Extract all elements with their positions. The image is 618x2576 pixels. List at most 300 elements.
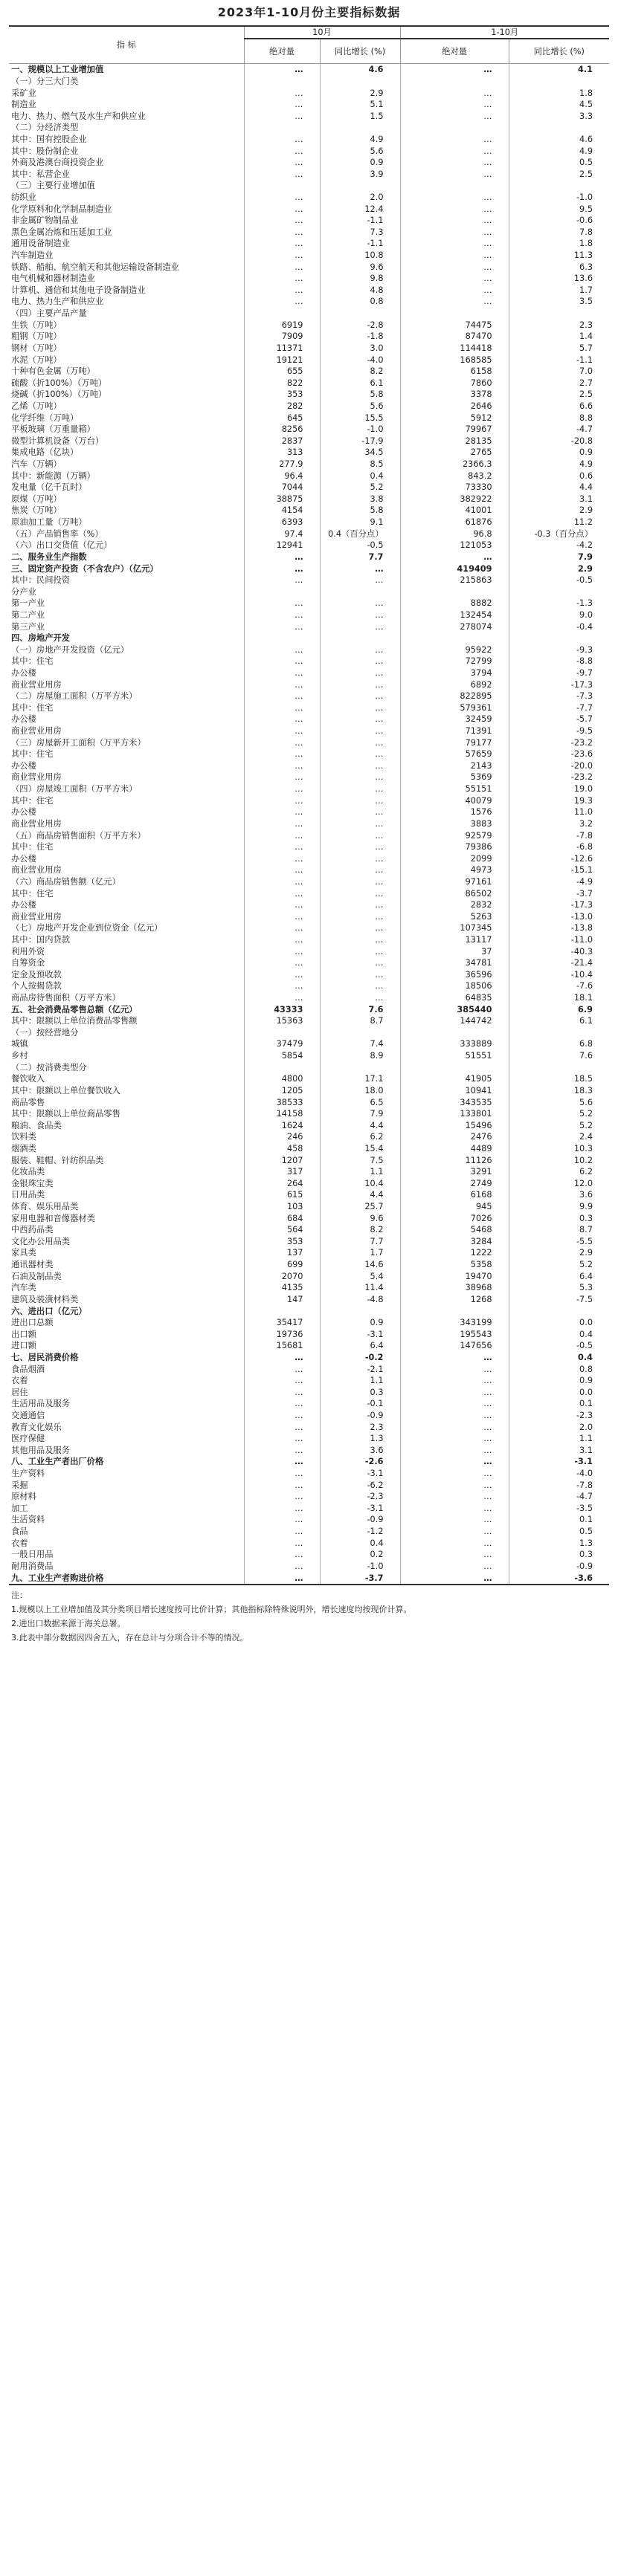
row-label: 焦炭（万吨） <box>9 505 244 517</box>
month-growth: 0.4（百分点） <box>320 528 400 540</box>
table-row <box>9 841 609 853</box>
table-row <box>9 725 609 737</box>
month-value: … <box>244 1456 320 1468</box>
table-row <box>9 1479 609 1491</box>
month-growth: 9.6 <box>320 261 400 273</box>
month-value: … <box>244 1433 320 1445</box>
month-growth: … <box>320 876 400 888</box>
month-value: 103 <box>244 1201 320 1213</box>
row-label: 办公楼 <box>9 806 244 818</box>
row-label: 其中：新能源（万辆） <box>9 470 244 482</box>
row-label: （一）按经营地分 <box>9 1027 244 1039</box>
month-growth <box>320 1027 400 1039</box>
row-label: 发电量（亿千瓦时） <box>9 482 244 493</box>
month-value: … <box>244 713 320 725</box>
ytd-value: 2143 <box>400 760 509 772</box>
month-growth: 8.5 <box>320 459 400 470</box>
ytd-value: … <box>400 1410 509 1422</box>
table-row <box>9 424 609 436</box>
month-growth: 10.4 <box>320 1178 400 1190</box>
row-label: 平板玻璃（万重量箱） <box>9 424 244 436</box>
table-row <box>9 64 609 76</box>
row-label: 其他用品及服务 <box>9 1445 244 1457</box>
row-label: 汽车（万辆） <box>9 459 244 470</box>
month-growth: … <box>320 899 400 911</box>
ytd-value: … <box>400 1352 509 1364</box>
ytd-value: … <box>400 1363 509 1375</box>
ytd-growth: -8.8 <box>509 656 609 667</box>
ytd-value: 95922 <box>400 644 509 656</box>
ytd-growth: -6.8 <box>509 841 609 853</box>
month-value: 5854 <box>244 1050 320 1062</box>
month-growth <box>320 1305 400 1317</box>
month-growth: … <box>320 690 400 702</box>
month-value <box>244 1027 320 1039</box>
ytd-growth: 7.9 <box>509 551 609 563</box>
month-value: … <box>244 783 320 795</box>
ytd-growth: 2.9 <box>509 505 609 517</box>
ytd-growth: -7.6 <box>509 980 609 992</box>
row-label: 居住 <box>9 1386 244 1398</box>
ytd-growth: -0.5 <box>509 575 609 586</box>
row-label: 生活资料 <box>9 1514 244 1526</box>
ytd-value: … <box>400 1561 509 1573</box>
month-growth: 7.6 <box>320 1003 400 1015</box>
ytd-growth: 9.5 <box>509 203 609 215</box>
month-growth: 6.1 <box>320 377 400 389</box>
ytd-value: 96.8 <box>400 528 509 540</box>
row-label: 十种有色金属（万吨） <box>9 366 244 378</box>
table-row <box>9 1398 609 1410</box>
ytd-growth: 11.0 <box>509 806 609 818</box>
header-month: 10月 <box>244 26 400 39</box>
month-value: 38875 <box>244 493 320 505</box>
ytd-growth: -21.4 <box>509 957 609 969</box>
ytd-value: 19470 <box>400 1270 509 1282</box>
month-growth: -1.1 <box>320 238 400 250</box>
table-row <box>9 343 609 355</box>
ytd-value: 72799 <box>400 656 509 667</box>
ytd-value <box>400 586 509 598</box>
month-growth: 7.3 <box>320 227 400 239</box>
page-title: 2023年1-10月份主要指标数据 <box>217 5 401 19</box>
month-value: … <box>244 1445 320 1457</box>
row-label: 体育、娱乐用品类 <box>9 1201 244 1213</box>
table-row <box>9 910 609 922</box>
ytd-growth: 0.4 <box>509 1328 609 1340</box>
ytd-growth: 6.4 <box>509 1270 609 1282</box>
ytd-value: 419409 <box>400 563 509 575</box>
row-label: 二、服务业生产指数 <box>9 551 244 563</box>
ytd-growth: 18.5 <box>509 1073 609 1085</box>
ytd-growth: -7.3 <box>509 690 609 702</box>
month-value: … <box>244 134 320 146</box>
table-row <box>9 1259 609 1271</box>
month-value: … <box>244 64 320 76</box>
month-value: 12941 <box>244 540 320 551</box>
month-value: … <box>244 1561 320 1573</box>
month-growth: -1.8 <box>320 331 400 343</box>
table-row <box>9 1096 609 1108</box>
ytd-growth: 0.6 <box>509 470 609 482</box>
table-row <box>9 551 609 563</box>
ytd-value: … <box>400 273 509 285</box>
table-row <box>9 1085 609 1097</box>
ytd-growth: 0.1 <box>509 1514 609 1526</box>
month-value: … <box>244 806 320 818</box>
table-row <box>9 1433 609 1445</box>
ytd-growth: 6.1 <box>509 1015 609 1027</box>
ytd-growth: -3.5 <box>509 1503 609 1515</box>
month-growth: -4.8 <box>320 1294 400 1306</box>
ytd-growth: 19.3 <box>509 795 609 806</box>
ytd-growth <box>509 1061 609 1073</box>
month-value: … <box>244 1386 320 1398</box>
month-value: … <box>244 157 320 169</box>
month-value: 11371 <box>244 343 320 355</box>
row-label: 四、房地产开发 <box>9 632 244 644</box>
note-line: 2.进出口数据来源于海关总署。 <box>11 1618 126 1628</box>
month-growth: 8.2 <box>320 1224 400 1236</box>
month-value: 43333 <box>244 1003 320 1015</box>
table-row <box>9 76 609 88</box>
table-row <box>9 575 609 586</box>
row-label: 城镇 <box>9 1038 244 1050</box>
ytd-value: 2832 <box>400 899 509 911</box>
month-growth: 4.8 <box>320 285 400 297</box>
ytd-growth: -9.5 <box>509 725 609 737</box>
month-value: 2837 <box>244 436 320 447</box>
ytd-growth: 13.6 <box>509 273 609 285</box>
row-label: 一、规模以上工业增加值 <box>9 64 244 76</box>
row-label: （一）分三大门类 <box>9 76 244 88</box>
header-indicator: 指 标 <box>9 26 244 64</box>
ytd-value: 86502 <box>400 887 509 899</box>
ytd-growth: -0.6 <box>509 215 609 227</box>
ytd-growth: 5.2 <box>509 1259 609 1271</box>
ytd-growth: -0.4 <box>509 621 609 632</box>
month-value: 458 <box>244 1143 320 1155</box>
table-row <box>9 505 609 517</box>
ytd-value: 114418 <box>400 343 509 355</box>
month-value: … <box>244 992 320 1004</box>
row-label: 采矿业 <box>9 87 244 99</box>
ytd-growth: 9.0 <box>509 609 609 621</box>
month-value: 684 <box>244 1212 320 1224</box>
table-row <box>9 771 609 783</box>
ytd-value: 3291 <box>400 1166 509 1178</box>
month-value: 97.4 <box>244 528 320 540</box>
table-row <box>9 99 609 111</box>
month-growth: 6.2 <box>320 1131 400 1143</box>
ytd-growth: 0.8 <box>509 1363 609 1375</box>
table-row <box>9 563 609 575</box>
month-growth: 0.3 <box>320 1386 400 1398</box>
ytd-value: 38968 <box>400 1282 509 1294</box>
table-row <box>9 145 609 157</box>
row-label: 第三产业 <box>9 621 244 632</box>
month-value: … <box>244 934 320 946</box>
ytd-growth: -1.3 <box>509 598 609 609</box>
ytd-value: 34781 <box>400 957 509 969</box>
month-value: … <box>244 551 320 563</box>
row-label: 其中：私营企业 <box>9 168 244 180</box>
month-value: … <box>244 656 320 667</box>
table-row <box>9 1038 609 1050</box>
ytd-value: … <box>400 1445 509 1457</box>
ytd-growth: -23.2 <box>509 737 609 748</box>
month-value: … <box>244 818 320 830</box>
month-growth: … <box>320 679 400 690</box>
table-row <box>9 517 609 528</box>
month-value: … <box>244 945 320 957</box>
month-growth: … <box>320 934 400 946</box>
month-value: 7044 <box>244 482 320 493</box>
table-row <box>9 215 609 227</box>
month-value: … <box>244 957 320 969</box>
month-value <box>244 122 320 134</box>
table-row <box>9 1537 609 1549</box>
month-growth: 5.2 <box>320 482 400 493</box>
month-growth: 5.8 <box>320 505 400 517</box>
row-label: （六）出口交货值（亿元） <box>9 540 244 551</box>
table-row <box>9 157 609 169</box>
row-label: 商业营业用房 <box>9 771 244 783</box>
header-abs-ytd: 绝对量 <box>400 39 509 64</box>
month-value: … <box>244 737 320 748</box>
month-value: … <box>244 679 320 690</box>
row-label: （四）主要产品产量 <box>9 308 244 320</box>
month-growth: 0.4 <box>320 470 400 482</box>
month-value: … <box>244 702 320 714</box>
row-label: 其中：住宅 <box>9 795 244 806</box>
row-label: （六）商品房销售额（亿元） <box>9 876 244 888</box>
ytd-value: 73330 <box>400 482 509 493</box>
row-label: 电力、热力、燃气及水生产和供应业 <box>9 110 244 122</box>
ytd-growth: 0.9 <box>509 1375 609 1387</box>
table-row <box>9 1143 609 1155</box>
month-growth: 3.0 <box>320 343 400 355</box>
month-growth <box>320 180 400 192</box>
table-row <box>9 1294 609 1306</box>
row-label: 衣着 <box>9 1375 244 1387</box>
row-label: 制造业 <box>9 99 244 111</box>
header-ytd: 1-10月 <box>400 26 609 39</box>
month-value: 147 <box>244 1294 320 1306</box>
table-row <box>9 1340 609 1352</box>
month-value: 1624 <box>244 1119 320 1131</box>
ytd-growth: 3.3 <box>509 110 609 122</box>
table-body <box>9 64 609 1585</box>
ytd-growth: 2.5 <box>509 389 609 401</box>
month-value: … <box>244 771 320 783</box>
month-growth: 7.7 <box>320 551 400 563</box>
ytd-growth: 2.5 <box>509 168 609 180</box>
month-growth: … <box>320 945 400 957</box>
row-label: 教育文化娱乐 <box>9 1421 244 1433</box>
ytd-growth: 8.7 <box>509 1224 609 1236</box>
row-label: 计算机、通信和其他电子设备制造业 <box>9 285 244 297</box>
ytd-growth: -5.7 <box>509 713 609 725</box>
row-label: 建筑及装潢材料类 <box>9 1294 244 1306</box>
ytd-growth: 2.3 <box>509 319 609 331</box>
table-row <box>9 308 609 320</box>
ytd-value: … <box>400 285 509 297</box>
row-label: 铁路、船舶、航空航天和其他运输设备制造业 <box>9 261 244 273</box>
month-growth: 1.1 <box>320 1166 400 1178</box>
ytd-growth: -23.6 <box>509 748 609 760</box>
ytd-value: 343199 <box>400 1317 509 1329</box>
table-row <box>9 1270 609 1282</box>
month-value: 19736 <box>244 1328 320 1340</box>
table-row <box>9 621 609 632</box>
note-line: 1.规模以上工业增加值及其分类项目增长速度按可比价计算；其他指标除特殊说明外，增长速度均按现价计算。 <box>11 1604 412 1614</box>
month-growth: … <box>320 957 400 969</box>
month-value: 264 <box>244 1178 320 1190</box>
table-row <box>9 436 609 447</box>
row-label: 商品零售 <box>9 1096 244 1108</box>
ytd-growth: -3.1 <box>509 1456 609 1468</box>
table-row <box>9 377 609 389</box>
ytd-value: 4489 <box>400 1143 509 1155</box>
row-label: 家具类 <box>9 1247 244 1259</box>
month-growth: -2.6 <box>320 1456 400 1468</box>
month-growth: 0.8 <box>320 296 400 308</box>
ytd-value: … <box>400 192 509 204</box>
row-label: 其中：住宅 <box>9 748 244 760</box>
row-label: 外商及港澳台商投资企业 <box>9 157 244 169</box>
row-label: （七）房地产开发企业到位资金（亿元） <box>9 922 244 934</box>
month-value: … <box>244 690 320 702</box>
ytd-value: 382922 <box>400 493 509 505</box>
ytd-growth: 2.7 <box>509 377 609 389</box>
table-row <box>9 887 609 899</box>
ytd-value: 32459 <box>400 713 509 725</box>
ytd-growth: 7.0 <box>509 366 609 378</box>
ytd-growth: -9.3 <box>509 644 609 656</box>
ytd-value: … <box>400 1549 509 1561</box>
ytd-growth: 3.5 <box>509 296 609 308</box>
ytd-growth: 10.2 <box>509 1154 609 1166</box>
month-value: 1205 <box>244 1085 320 1097</box>
ytd-value: 3284 <box>400 1236 509 1248</box>
ytd-value: 7026 <box>400 1212 509 1224</box>
ytd-growth: 1.1 <box>509 1433 609 1445</box>
row-label: 集成电路（亿块） <box>9 447 244 459</box>
month-value <box>244 586 320 598</box>
row-label: 水泥（万吨） <box>9 354 244 366</box>
month-growth <box>320 122 400 134</box>
table-row <box>9 679 609 690</box>
month-growth: … <box>320 621 400 632</box>
ytd-value: 2366.3 <box>400 459 509 470</box>
month-growth: 5.4 <box>320 1270 400 1282</box>
ytd-growth <box>509 1305 609 1317</box>
table-row <box>9 1572 609 1585</box>
row-label: 其中：国内贷款 <box>9 934 244 946</box>
table-row <box>9 795 609 806</box>
table-row <box>9 980 609 992</box>
row-label: 汽车类 <box>9 1282 244 1294</box>
row-label: 通用设备制造业 <box>9 238 244 250</box>
month-growth: … <box>320 922 400 934</box>
ytd-growth: 3.6 <box>509 1189 609 1201</box>
ytd-growth: 9.9 <box>509 1201 609 1213</box>
row-label: 其中：住宅 <box>9 656 244 667</box>
row-label: 生铁（万吨） <box>9 319 244 331</box>
month-growth: … <box>320 644 400 656</box>
ytd-growth: 3.1 <box>509 493 609 505</box>
table-row <box>9 586 609 598</box>
month-growth: -6.2 <box>320 1479 400 1491</box>
month-growth: 14.6 <box>320 1259 400 1271</box>
table-row <box>9 609 609 621</box>
table-row <box>9 1015 609 1027</box>
ytd-growth: 7.6 <box>509 1050 609 1062</box>
ytd-value: 147656 <box>400 1340 509 1352</box>
ytd-value: 3794 <box>400 667 509 679</box>
ytd-value: … <box>400 157 509 169</box>
table-row <box>9 250 609 262</box>
ytd-growth: 3.2 <box>509 818 609 830</box>
month-value: … <box>244 168 320 180</box>
month-value: … <box>244 852 320 864</box>
ytd-growth: 12.0 <box>509 1178 609 1190</box>
row-label: 其中：住宅 <box>9 841 244 853</box>
month-growth: 7.7 <box>320 1236 400 1248</box>
row-label: 五、社会消费品零售总额（亿元） <box>9 1003 244 1015</box>
ytd-growth: -7.7 <box>509 702 609 714</box>
month-value: … <box>244 910 320 922</box>
row-label: 乡村 <box>9 1050 244 1062</box>
row-label: 家用电器和音像器材类 <box>9 1212 244 1224</box>
row-label: （三）房屋新开工面积（万平方米） <box>9 737 244 748</box>
month-growth <box>320 586 400 598</box>
header-abs-month: 绝对量 <box>244 39 320 64</box>
table-row <box>9 1363 609 1375</box>
ytd-growth: -0.9 <box>509 1561 609 1573</box>
ytd-growth: 5.3 <box>509 1282 609 1294</box>
ytd-value: 6168 <box>400 1189 509 1201</box>
ytd-growth: -7.5 <box>509 1294 609 1306</box>
table-row <box>9 122 609 134</box>
row-label: 商业营业用房 <box>9 725 244 737</box>
ytd-value: 37 <box>400 945 509 957</box>
table-row <box>9 876 609 888</box>
ytd-growth: 4.9 <box>509 145 609 157</box>
ytd-growth: 0.9 <box>509 447 609 459</box>
ytd-growth: -4.7 <box>509 424 609 436</box>
month-value: … <box>244 1537 320 1549</box>
month-value: 246 <box>244 1131 320 1143</box>
row-label: （二）按消费类型分 <box>9 1061 244 1073</box>
ytd-value: … <box>400 215 509 227</box>
month-value: … <box>244 1572 320 1585</box>
ytd-growth: 8.8 <box>509 412 609 424</box>
row-label: 商业营业用房 <box>9 818 244 830</box>
month-growth: 3.8 <box>320 493 400 505</box>
ytd-growth: -40.3 <box>509 945 609 957</box>
month-value: … <box>244 1375 320 1387</box>
month-value: … <box>244 1410 320 1422</box>
row-label: 采掘 <box>9 1479 244 1491</box>
month-value: 4800 <box>244 1073 320 1085</box>
row-label: 服装、鞋帽、针纺织品类 <box>9 1154 244 1166</box>
row-label: 粗钢（万吨） <box>9 331 244 343</box>
ytd-value: 5369 <box>400 771 509 783</box>
ytd-growth: 6.8 <box>509 1038 609 1050</box>
row-label: （二）分经济类型 <box>9 122 244 134</box>
